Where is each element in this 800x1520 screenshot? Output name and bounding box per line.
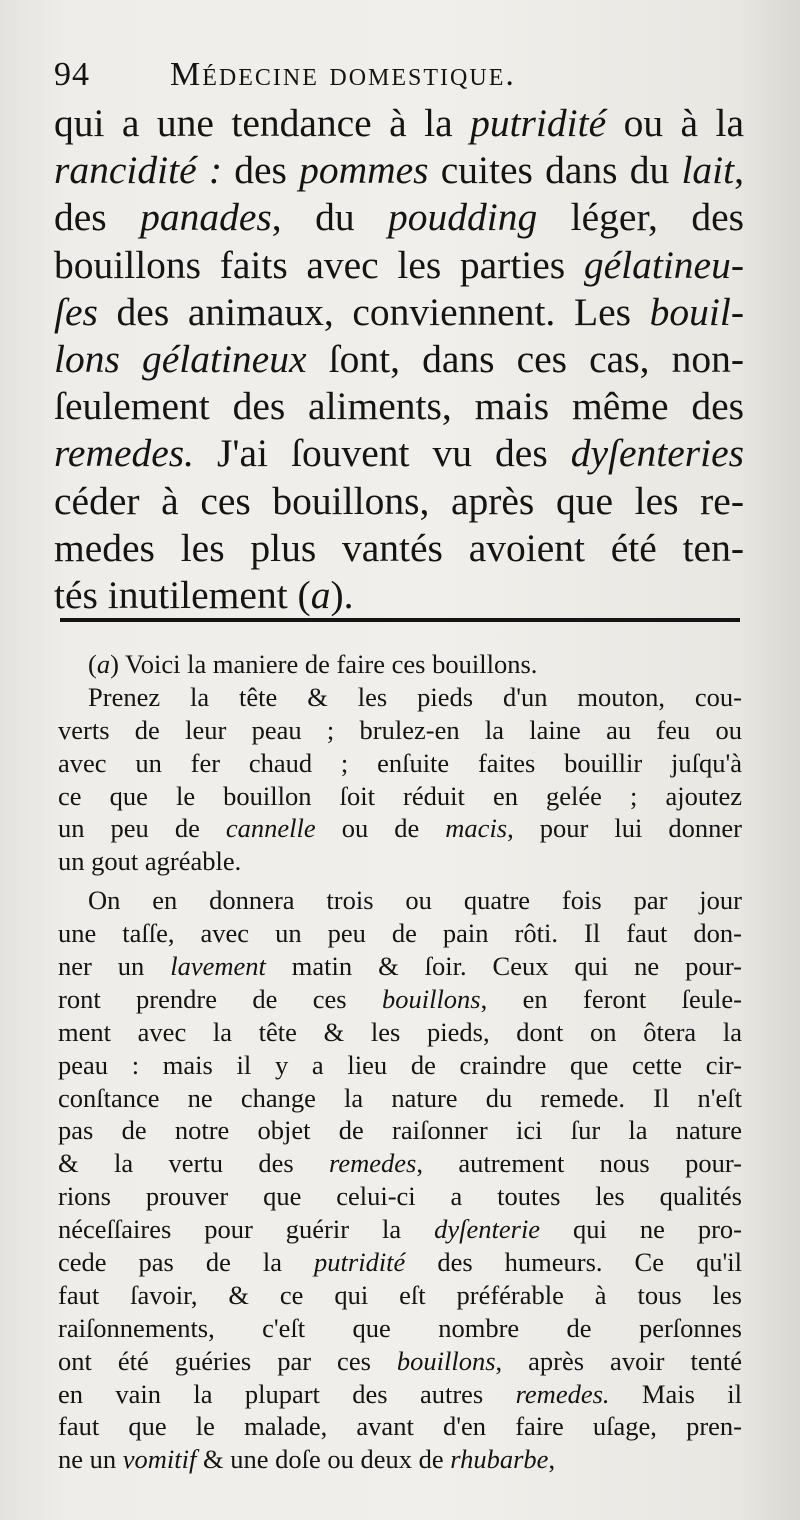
italic-run: lait xyxy=(681,148,735,193)
text-run: , après avoir tenté xyxy=(495,1345,742,1376)
body-line xyxy=(54,100,744,147)
text-run: céder à ces bouillons, après que les re- xyxy=(54,478,744,523)
text-run: ( xyxy=(88,649,97,679)
footnote-line xyxy=(58,1180,742,1213)
text-run: bouillons faits avec les parties xyxy=(54,242,584,287)
footnote-line xyxy=(58,884,742,917)
running-title: Médecine domestique. xyxy=(170,56,516,93)
text-run: Mais il xyxy=(609,1378,742,1409)
text-run: ſeulement des aliments, mais même des xyxy=(54,384,744,429)
text-run: ) Voici la maniere de faire ces bouillons. xyxy=(110,649,538,679)
footnote-line xyxy=(58,1279,742,1312)
text-run: faut que le malade, avant d'en faire uſage, pren- xyxy=(58,1411,742,1442)
text-run: , xyxy=(734,148,745,193)
footnote-line xyxy=(58,1082,742,1115)
text-run: ont été guéries par ces xyxy=(58,1345,397,1376)
text-run: un peu de xyxy=(58,813,226,844)
body-line xyxy=(54,242,744,289)
text-run: conſtance ne change la nature du remede. Il n'eſt xyxy=(58,1082,742,1113)
italic-run: a xyxy=(96,649,111,679)
text-run: rions prouver que celui-ci a toutes les qualités xyxy=(58,1181,742,1212)
footnote-line xyxy=(58,1378,742,1411)
text-run: ront prendre de ces xyxy=(58,983,382,1014)
italic-run: macis xyxy=(445,813,508,844)
text-run: pas de notre objet de raiſonner ici ſur la nature xyxy=(58,1115,742,1146)
text-run: & la vertu des xyxy=(58,1148,330,1179)
footnote-line xyxy=(58,714,742,747)
text-run: On en donnera trois ou quatre fois par jour xyxy=(88,885,742,916)
footnote-line xyxy=(58,1410,742,1443)
text-run: , pour lui donner xyxy=(507,813,743,844)
footnote-line xyxy=(58,812,742,845)
body-line xyxy=(54,525,744,572)
italic-run: remedes. xyxy=(515,1378,610,1409)
text-run: une taſſe, avec un peu de pain rôti. Il faut don- xyxy=(58,918,742,949)
italic-run: remedes xyxy=(329,1148,417,1179)
text-run: des humeurs. Ce qu'il xyxy=(405,1247,742,1278)
italic-run: dyſenterie xyxy=(434,1214,541,1245)
text-run: , du xyxy=(271,195,388,240)
footnote-line xyxy=(58,917,742,950)
text-run: , autrement nous pour- xyxy=(416,1148,742,1179)
text-run: & une doſe ou deux de xyxy=(196,1444,451,1475)
text-run: faut ſavoir, & ce qui eſt préférable à tous les xyxy=(58,1279,742,1310)
text-run: tés inutilement ( xyxy=(54,572,311,617)
text-run: léger, des xyxy=(537,195,744,240)
text-run: ce que le bouillon ſoit réduit en gelée ; ajoutez xyxy=(58,780,742,811)
footnote-line xyxy=(58,1049,742,1082)
text-run: ou à la xyxy=(606,101,744,145)
italic-run: putridité xyxy=(470,101,607,145)
text-run: des animaux, conviennent. Les xyxy=(97,289,650,334)
italic-run: remedes. xyxy=(54,431,195,476)
italic-run: rancidité : xyxy=(54,148,222,193)
text-run: Prenez la tête & les pieds d'un mouton, cou- xyxy=(88,681,742,712)
italic-run: lavement xyxy=(170,951,266,982)
italic-run: pommes xyxy=(299,148,429,193)
text-run: ne un xyxy=(58,1444,123,1475)
body-line xyxy=(54,478,744,525)
running-header xyxy=(54,50,754,100)
italic-run: bouil- xyxy=(649,289,744,334)
footnote-line xyxy=(58,780,742,813)
body-line xyxy=(54,336,744,383)
text-run: qui a une tendance à la xyxy=(54,101,471,145)
footnote-rule xyxy=(60,618,740,622)
text-run: un gout agréable. xyxy=(58,846,242,877)
italic-run: panades xyxy=(140,195,272,240)
body-line xyxy=(54,289,744,336)
text-run: ou de xyxy=(315,813,446,844)
italic-run: gélatineu- xyxy=(583,242,744,287)
italic-run: a xyxy=(310,572,331,617)
text-run: raiſonnements, c'eſt que nombre de perſonnes xyxy=(58,1312,742,1343)
italic-run: bouillons xyxy=(396,1345,496,1376)
footnote-line xyxy=(58,1312,742,1345)
text-run: avec un fer chaud ; enſuite faites bouillir juſqu'à xyxy=(58,747,742,778)
body-line xyxy=(54,430,744,477)
footnote-line xyxy=(58,1016,742,1049)
text-run: verts de leur peau ; brulez-en la laine au feu ou xyxy=(58,714,742,745)
text-run: en vain la plupart des autres xyxy=(58,1378,516,1409)
footnote-line xyxy=(58,747,742,780)
footnote-line xyxy=(58,1345,742,1378)
text-run: ment avec la tête & les pieds, dont on ôtera la xyxy=(58,1016,742,1047)
text-run: , en feront ſeule- xyxy=(480,983,742,1014)
page-number: 94 xyxy=(54,56,90,93)
italic-run: dyſenteries xyxy=(570,431,744,476)
body-line xyxy=(54,147,744,194)
text-run: cede pas de la xyxy=(58,1247,315,1278)
text-run: cuites dans du xyxy=(428,148,682,193)
text-run: , xyxy=(548,1444,556,1475)
text-run: ner un xyxy=(58,951,171,982)
footnote-line xyxy=(58,845,742,878)
footnote-line xyxy=(58,681,742,714)
italic-run: rhubarbe xyxy=(450,1444,549,1475)
text-run: qui ne pro- xyxy=(540,1214,742,1245)
italic-run: cannelle xyxy=(225,813,316,844)
footnote-line xyxy=(88,648,742,681)
italic-run: bouillons xyxy=(381,983,481,1014)
text-run: néceſſaires pour guérir la xyxy=(58,1214,435,1245)
italic-run: putridité xyxy=(314,1247,406,1278)
footnote-line xyxy=(58,983,742,1016)
text-run: des xyxy=(54,195,141,240)
footnote xyxy=(58,648,742,1476)
footnote-line xyxy=(58,1246,742,1279)
text-run: J'ai ſouvent vu des xyxy=(194,431,571,476)
text-run: medes les plus vantés avoient été ten- xyxy=(54,525,744,570)
italic-run: lons gélatineux xyxy=(54,336,307,381)
text-run: matin & ſoir. Ceux qui ne pour- xyxy=(265,951,742,982)
footnote-line xyxy=(58,1114,742,1147)
footnote-line xyxy=(58,1213,742,1246)
footnote-line xyxy=(58,950,742,983)
text-run: des xyxy=(221,148,300,193)
footnote-line xyxy=(58,1147,742,1180)
italic-run: ſes xyxy=(54,289,98,334)
italic-run: vomitif xyxy=(122,1444,197,1475)
italic-run: poudding xyxy=(388,195,538,240)
body-line xyxy=(54,194,744,241)
main-text xyxy=(54,100,744,619)
text-run: ſont, dans ces cas, non- xyxy=(306,336,744,381)
footnote-line xyxy=(58,1443,742,1476)
body-line xyxy=(54,383,744,430)
text-run: ). xyxy=(330,572,354,617)
body-line xyxy=(54,572,744,619)
text-run: peau : mais il y a lieu de craindre que cette cir- xyxy=(58,1049,742,1080)
